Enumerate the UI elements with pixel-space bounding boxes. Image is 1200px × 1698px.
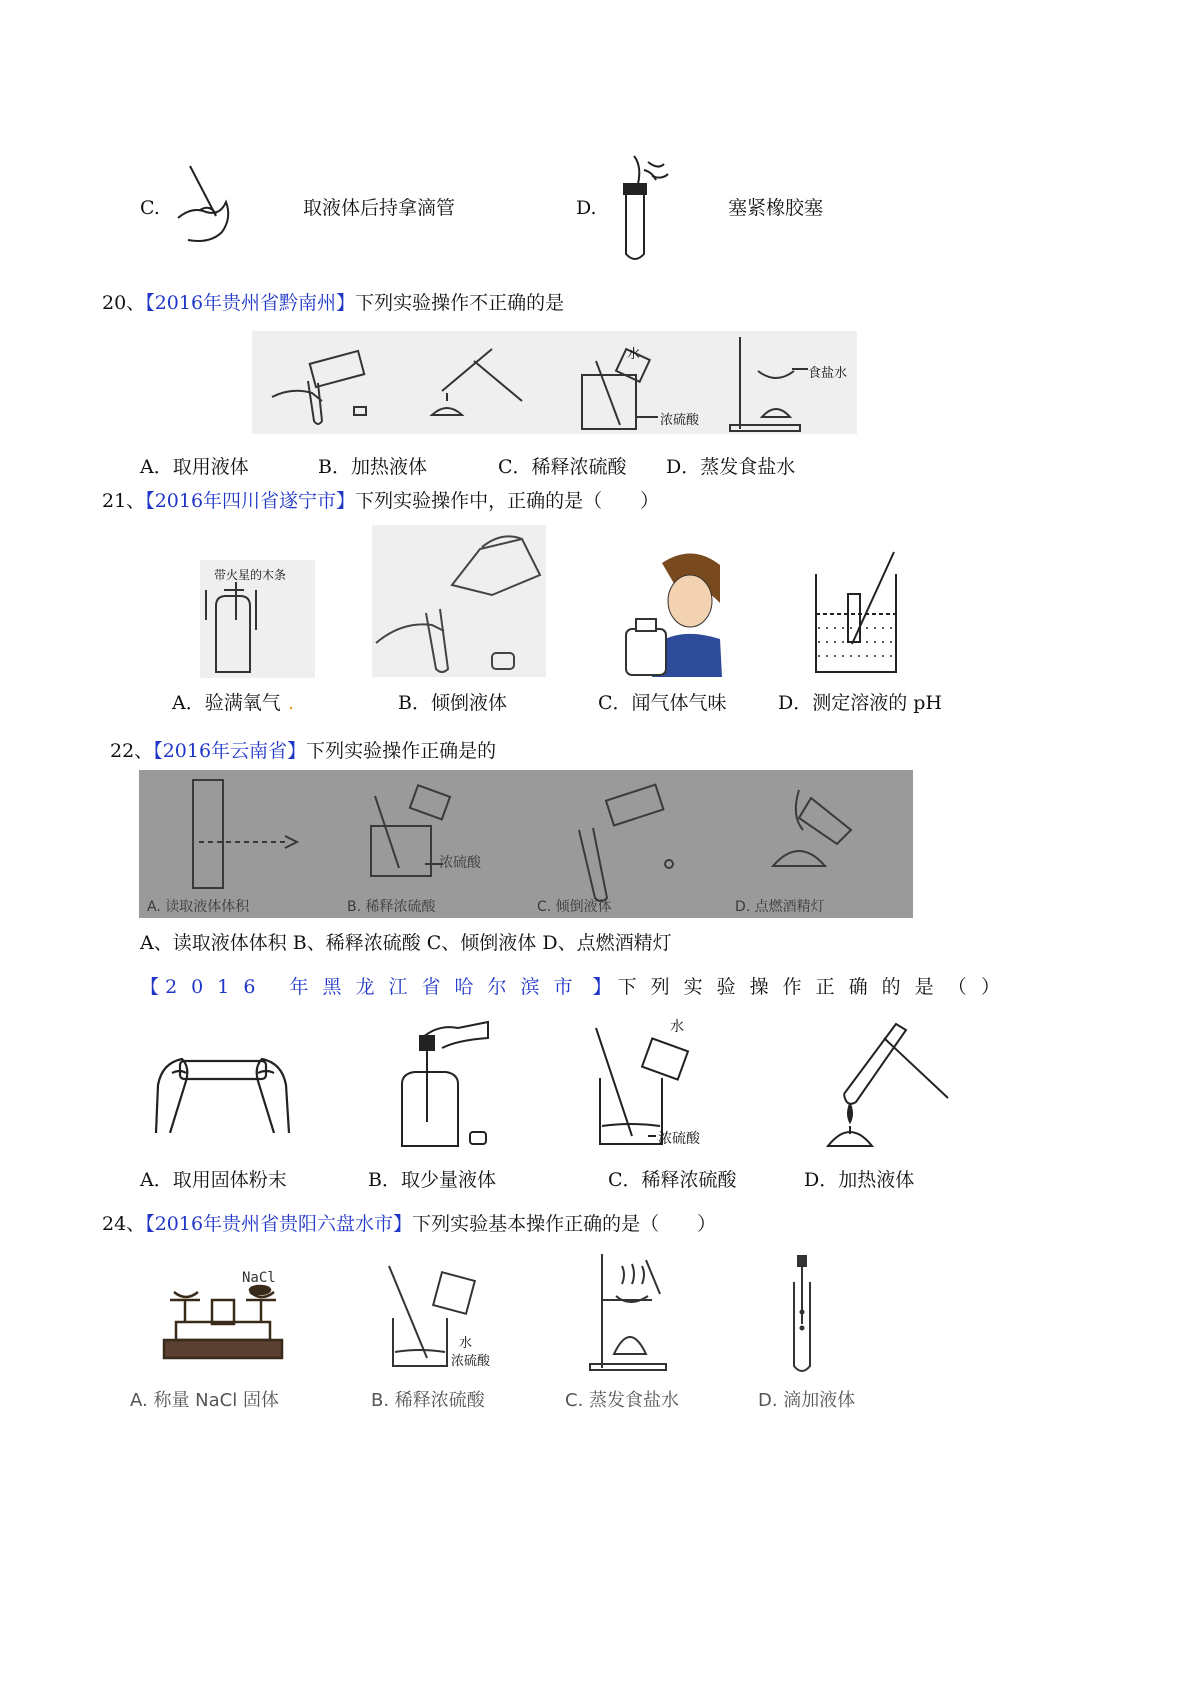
question-number: 22、 — [110, 740, 154, 762]
source-bracket-left: 【 — [145, 490, 155, 512]
question-stem: 下列实验操作正确的是（ — [617, 976, 981, 998]
question-stem: 下列实验基本操作正确的是（ ） — [412, 1213, 717, 1235]
label-conc-sulfuric: 浓硫酸 — [451, 1354, 491, 1369]
dilute-acid-image-2 — [383, 1262, 493, 1372]
option-a: A．取用液体 — [140, 456, 249, 478]
option-b: B. 稀释浓硫酸 — [371, 1390, 485, 1411]
question-close-paren: ） — [980, 976, 1000, 998]
oxygen-test-image — [200, 560, 315, 678]
heating-liquid-image — [820, 1018, 950, 1150]
option-b: B．加热液体 — [318, 456, 427, 478]
option-d-letter: D. — [576, 197, 597, 219]
question-source: 2016年四川省遂宁市 — [154, 490, 337, 512]
question-source: 2016 年黑龙江省哈尔滨市 — [165, 976, 587, 998]
option-d: D. 滴加液体 — [758, 1390, 856, 1411]
source-bracket-left: 【 — [145, 292, 155, 314]
image-option-a: A. 读取液体体积 — [147, 899, 250, 915]
option-d: D．加热液体 — [804, 1169, 915, 1191]
options-line: A、读取液体体积 B、稀释浓硫酸 C、倾倒液体 D、点燃酒精灯 — [140, 932, 672, 954]
question-23-heading — [140, 975, 1000, 999]
ph-test-image — [806, 548, 906, 676]
powder-paper-image — [150, 1015, 295, 1133]
question-24-heading — [102, 1212, 716, 1236]
question-number: 21、 — [102, 490, 146, 512]
label-glowing-splint: 带火星的木条 — [214, 568, 287, 582]
option-c: C．闻气体气味 — [598, 692, 727, 714]
source-bracket-right: 】 — [393, 1213, 413, 1235]
label-conc-sulfuric: 浓硫酸 — [660, 413, 700, 428]
question-stem: 下列实验操作中，正确的是（ ） — [355, 490, 660, 512]
stray-dot: . — [288, 692, 295, 714]
source-bracket-right: 】 — [336, 292, 356, 314]
source-bracket-left: 【 — [153, 740, 163, 762]
question-source: 2016年云南省 — [162, 740, 288, 762]
source-bracket-right: 】 — [287, 740, 307, 762]
balance-image — [160, 1270, 286, 1362]
option-d-text: 塞紧橡胶塞 — [728, 197, 824, 219]
source-bracket-right: 】 — [592, 976, 612, 998]
question-number: 24、 — [102, 1213, 146, 1235]
option-a: A．验满氧气 — [172, 692, 281, 714]
image-option-b: B. 稀释浓硫酸 — [347, 899, 436, 915]
question-22-heading — [110, 739, 496, 763]
option-a: A. 称量 NaCl 固体 — [130, 1390, 279, 1411]
option-b: B．取少量液体 — [368, 1169, 496, 1191]
option-c: C．稀释浓硫酸 — [498, 456, 627, 478]
source-bracket-right: 】 — [336, 490, 356, 512]
source-bracket-left: 【 — [145, 1213, 155, 1235]
dropper-bottle-image — [398, 1018, 490, 1150]
option-a: A．取用固体粉末 — [140, 1169, 287, 1191]
smelling-gas-image — [622, 543, 726, 677]
option-c-letter: C. — [140, 197, 160, 219]
option-c-text: 取液体后持拿滴管 — [303, 197, 456, 219]
question-22-image — [139, 770, 913, 918]
question-stem: 下列实验操作不正确的是 — [355, 292, 565, 314]
question-source: 2016年贵州省黔南州 — [154, 292, 337, 314]
label-nacl: NaCl — [242, 1270, 276, 1286]
label-water: 水 — [670, 1019, 684, 1035]
question-20-heading — [102, 291, 564, 315]
option-d: D．蒸发食盐水 — [666, 456, 796, 478]
question-21-heading — [102, 489, 659, 513]
evaporation-image — [586, 1250, 670, 1372]
option-c: C. 蒸发食盐水 — [565, 1390, 680, 1411]
image-option-c: C. 倾倒液体 — [537, 899, 612, 915]
dropper-tube-image — [780, 1254, 824, 1376]
dilute-acid-image — [590, 1018, 705, 1150]
question-stem: 下列实验操作正确是的 — [306, 740, 497, 762]
pouring-liquid-image — [372, 525, 546, 677]
question-number: 20、 — [102, 292, 146, 314]
label-water: 水 — [459, 1336, 473, 1351]
image-option-d: D. 点燃酒精灯 — [735, 899, 825, 915]
test-tube-stopper-image — [608, 150, 678, 268]
question-20-image — [252, 331, 857, 434]
question-source: 2016年贵州省贵阳六盘水市 — [154, 1213, 394, 1235]
dropper-hand-image — [170, 158, 240, 248]
label-conc-sulfuric: 浓硫酸 — [439, 855, 481, 871]
option-b: B．倾倒液体 — [398, 692, 507, 714]
label-water: 水 — [627, 347, 641, 362]
option-d: D．测定溶液的 pH — [778, 692, 943, 714]
label-conc-sulfuric: 浓硫酸 — [658, 1131, 700, 1147]
option-c: C．稀释浓硫酸 — [608, 1169, 737, 1191]
label-salt-water: 食盐水 — [808, 366, 848, 381]
source-bracket-left: 【 — [140, 976, 160, 998]
